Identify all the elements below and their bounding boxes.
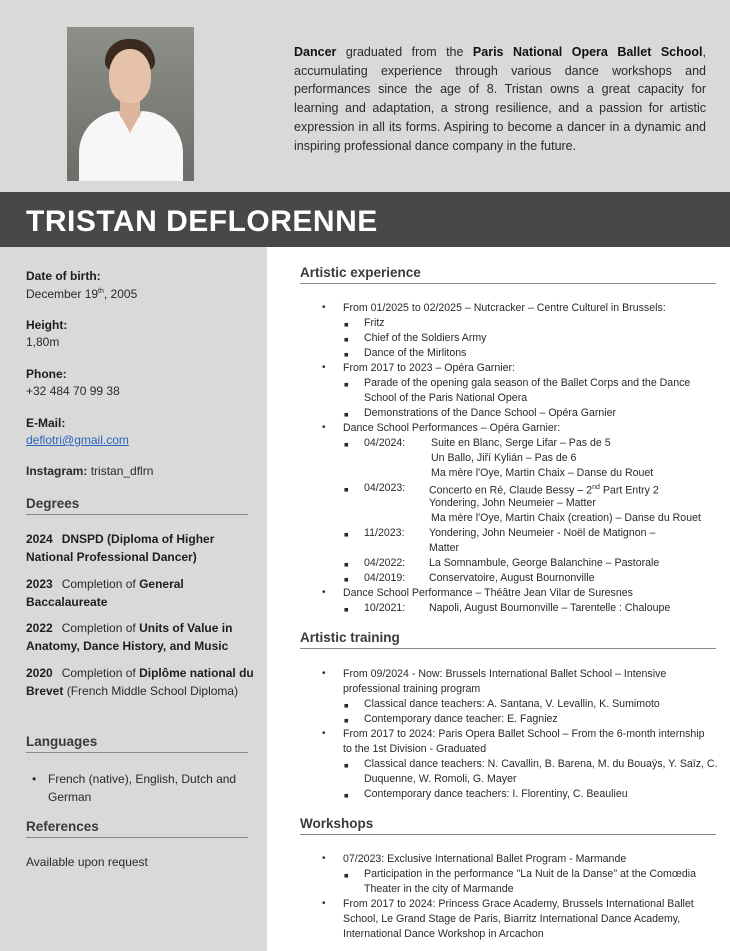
references-heading: References: [26, 819, 248, 838]
list-item-cont: Theater in the city of Marmande: [364, 883, 514, 895]
list-item: From 01/2025 to 02/2025 – Nutcracker – Centre Culturel in Brussels:: [343, 302, 666, 314]
perf-title: Napoli, August Bournonville – Tarentelle : Chaloupe: [429, 602, 671, 614]
list-item: Contemporary dance teacher: E. Fagniez: [364, 713, 558, 725]
list-item: Participation in the performance "La Nuit de la Danse" at the Comœdia: [364, 868, 696, 880]
email-label: E-Mail:: [26, 416, 66, 430]
degree-item: 2020 Completion of Diplôme national du Brevet (French Middle School Diploma): [26, 666, 254, 698]
list-item: From 09/2024 - Now: Brussels International Ballet School – Intensive: [343, 668, 667, 680]
list-item: 07/2023: Exclusive International Ballet Program - Marmande: [343, 853, 627, 865]
list-item-cont: to the 1st Division - Graduated: [343, 743, 487, 755]
list-item: Classical dance teachers: A. Santana, V. Levallin, K. Sumimoto: [364, 698, 660, 710]
perf-title: Concerto en Ré, Claude Bessy – 2nd Part Entry 2: [429, 484, 659, 497]
candidate-name: TRISTAN DEFLORENNE: [26, 205, 378, 238]
perf-title: Ma mère l'Oye, Martin Chaix – Danse du Rouet: [431, 467, 654, 479]
list-item: Contemporary dance teachers: I. Florentiny, C. Beaulieu: [364, 788, 628, 800]
profile-photo: [67, 27, 194, 181]
artistic-experience-heading: Artistic experience: [300, 265, 716, 284]
list-item: Demonstrations of the Dance School – Opéra Garnier: [364, 407, 617, 419]
perf-date: 04/2024:: [364, 437, 406, 449]
instagram: [26, 464, 153, 478]
list-item-cont: professional training program: [343, 683, 481, 695]
degree-item: 2023 Completion of General Baccalaureate: [26, 577, 184, 609]
phone-label: Phone:: [26, 367, 67, 381]
list-item-cont: Duquenne, W. Romoli, G. Mayer: [364, 773, 517, 785]
instagram-value: tristan_dflrn: [87, 464, 154, 478]
list-item: Dance School Performances – Opéra Garnier:: [343, 422, 561, 434]
perf-date: 04/2019:: [364, 572, 406, 584]
artistic-training-heading: Artistic training: [300, 630, 716, 649]
list-item: Dance School Performance – Théâtre Jean Vilar de Suresnes: [343, 587, 633, 599]
perf-date: 04/2022:: [364, 557, 406, 569]
perf-title: La Somnambule, George Balanchine – Pastorale: [429, 557, 660, 569]
list-item-cont: School of the Paris National Opera: [364, 392, 528, 404]
list-item: Parade of the opening gala season of the Ballet Corps and the Dance: [364, 377, 691, 389]
height-label: Height:: [26, 318, 68, 332]
references-value: Available upon request: [26, 855, 148, 869]
perf-title: Suite en Blanc, Serge Lifar – Pas de 5: [431, 437, 611, 449]
dob-label: Date of birth:: [26, 269, 101, 283]
degrees-heading: Degrees: [26, 496, 248, 515]
list-item-cont: School, Le Grand Stage de Paris, Biarritz International Dance Academy,: [343, 913, 681, 925]
perf-title: Matter: [429, 542, 460, 554]
perf-title: Yondering, John Neumeier - Noël de Matignon –: [429, 527, 656, 539]
list-item: From 2017 to 2024: Paris Opera Ballet School – From the 6-month internship: [343, 728, 705, 740]
list-item-cont: International Dance Workshop in Arcachon: [343, 928, 544, 940]
perf-title: Conservatoire, August Bournonville: [429, 572, 595, 584]
perf-date: 04/2023:: [364, 482, 406, 494]
perf-title: Ma mère l'Oye, Martin Chaix (creation) – Danse du Rouet: [431, 512, 701, 524]
height-value: 1,80m: [26, 335, 60, 349]
email-link[interactable]: deflotri@gmail.com: [26, 433, 129, 447]
perf-date: 10/2021:: [364, 602, 406, 614]
perf-date: 11/2023:: [364, 527, 405, 539]
degree-item: 2022 Completion of Units of Value in Anatomy, Dance History, and Music: [26, 621, 233, 653]
phone-value: +32 484 70 99 38: [26, 384, 120, 398]
dob-value: December 19th, 2005: [26, 287, 138, 301]
instagram-label: Instagram:: [26, 464, 88, 478]
list-item: From 2017 to 2024: Princess Grace Academy, Brussels International Ballet: [343, 898, 694, 910]
perf-title: Yondering, John Neumeier – Matter: [429, 497, 596, 509]
list-item: Classical dance teachers: N. Cavallin, B. Barena, M. du Bouaÿs, Y. Saïz, C.: [364, 758, 718, 770]
languages-heading: Languages: [26, 734, 248, 753]
perf-title: Un Ballo, Jiří Kylián – Pas de 6: [431, 452, 577, 464]
list-item: Chief of the Soldiers Army: [364, 332, 487, 344]
list-item: Dance of the Mirlitons: [364, 347, 467, 359]
workshops-heading: Workshops: [300, 816, 716, 835]
list-item: From 2017 to 2023 – Opéra Garnier:: [343, 362, 515, 374]
list-item: Fritz: [364, 317, 385, 329]
degree-item: 2024 DNSPD (Diploma of Higher National Professional Dancer): [26, 532, 215, 564]
intro-paragraph: Dancer graduated from the Paris National Opera Ballet School, accumulating experience through various dance workshops and performances since the age of 8. Tristan owns a great capacity for learning and adaptation, a strong resilience, and a passion for artistic expression in all its forms. Aspiring to become a dancer in a dynamic and inspiring professional dance company in the future.: [294, 45, 706, 153]
